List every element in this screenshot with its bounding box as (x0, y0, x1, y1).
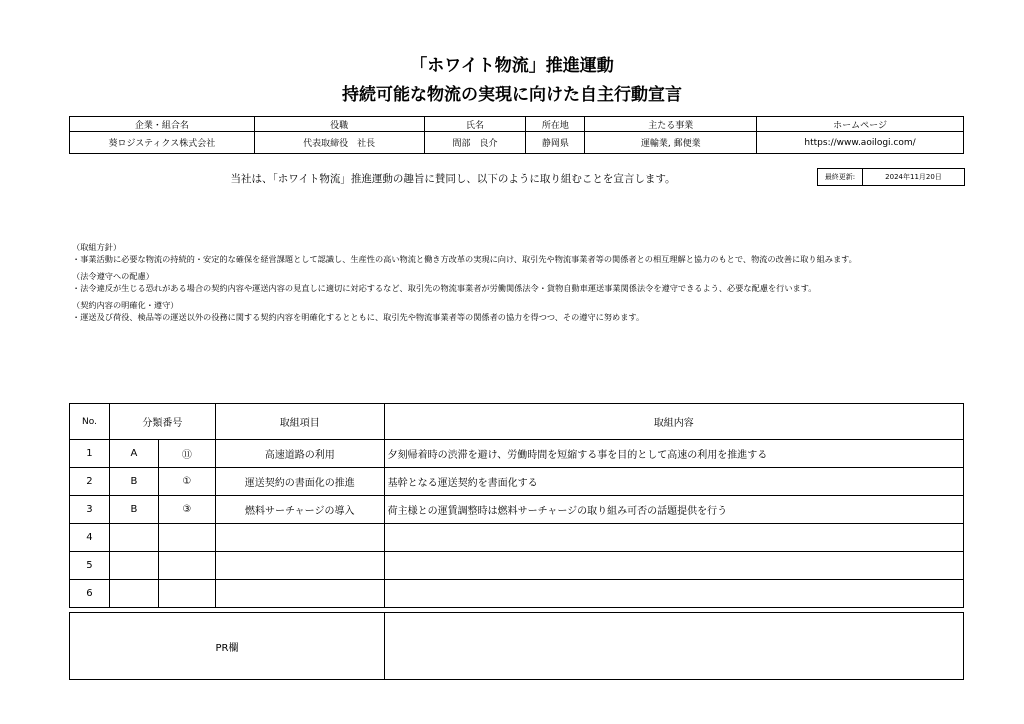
company-name-header: 企業・組合名 (70, 117, 255, 132)
category-letter: B (109, 468, 158, 496)
category-number (158, 524, 215, 552)
row-no: 6 (70, 580, 110, 608)
initiatives-table (69, 403, 964, 608)
company-name: 葵ロジスティクス株式会社 (70, 132, 255, 154)
title-line-1: 「ホワイト物流」推進運動 (410, 56, 614, 76)
title-line-2: 持続可能な物流の実現に向けた自主行動宣言 (342, 85, 682, 105)
content-header: 取組内容 (384, 404, 963, 440)
category-letter (109, 552, 158, 580)
policy-heading: （取組方針） (72, 242, 122, 252)
last-updated-box (817, 168, 965, 186)
row-no: 5 (70, 552, 110, 580)
category-header: 分類番号 (109, 404, 215, 440)
last-updated-label: 最終更新: (818, 169, 863, 186)
declaration-text: 当社は、「ホワイト物流」推進運動の趣旨に賛同し、以下のように取り組むことを宣言します。 (230, 173, 676, 185)
no-header: No. (70, 404, 110, 440)
initiative-item: 燃料サーチャージの導入 (215, 496, 384, 524)
category-number: ⑪ (158, 440, 215, 468)
table-row (70, 468, 964, 496)
policy-section (72, 242, 967, 329)
policy-text: ・事業活動に必要な物流の持続的・安定的な確保を経営課題として認識し、生産性の高い物流と働き方改革の実現に向け、取引先や物流事業者等の関係者との相互理解と協力のもとで、物流の改善に取り組みます。 (72, 253, 857, 264)
item-header: 取組項目 (215, 404, 384, 440)
last-updated-date: 2024年11月20日 (863, 169, 965, 186)
table-row (70, 580, 964, 608)
policy-item (72, 271, 967, 294)
category-number (158, 580, 215, 608)
table-row (70, 552, 964, 580)
policy-item (72, 242, 967, 265)
initiative-item: 運送契約の書面化の推進 (215, 468, 384, 496)
category-number: ③ (158, 496, 215, 524)
row-no: 3 (70, 496, 110, 524)
table-row (70, 524, 964, 552)
pr-box (69, 612, 964, 680)
business-header: 主たる事業 (585, 117, 757, 132)
row-no: 2 (70, 468, 110, 496)
initiative-content (384, 552, 963, 580)
row-no: 4 (70, 524, 110, 552)
initiative-content (384, 580, 963, 608)
initiative-item (215, 580, 384, 608)
pr-content (384, 613, 963, 680)
category-letter: A (109, 440, 158, 468)
policy-item (72, 300, 967, 323)
initiative-item (215, 552, 384, 580)
row-no: 1 (70, 440, 110, 468)
position: 代表取締役 社長 (254, 132, 424, 154)
person-name-header: 氏名 (424, 117, 526, 132)
initiative-content (384, 524, 963, 552)
category-letter (109, 580, 158, 608)
category-letter (109, 524, 158, 552)
location: 静岡県 (526, 132, 585, 154)
initiative-content: 基幹となる運送契約を書面化する (384, 468, 963, 496)
category-letter: B (109, 496, 158, 524)
table-row (70, 496, 964, 524)
initiative-content: 夕刻帰着時の渋滞を避け、労働時間を短縮する事を目的として高速の利用を推進する (384, 440, 963, 468)
policy-heading: （法令遵守への配慮） (72, 271, 154, 281)
business: 運輸業, 郵便業 (585, 132, 757, 154)
category-number: ① (158, 468, 215, 496)
homepage-link[interactable]: https://www.aoilogi.com/ (757, 132, 964, 154)
person-name: 間部 良介 (424, 132, 526, 154)
homepage-header: ホームページ (757, 117, 964, 132)
initiative-item (215, 524, 384, 552)
position-header: 役職 (254, 117, 424, 132)
initiative-content: 荷主様との運賃調整時は燃料サーチャージの取り組み可否の話題提供を行う (384, 496, 963, 524)
pr-label: PR欄 (70, 613, 385, 680)
policy-text: ・法令違反が生じる恐れがある場合の契約内容や運送内容の見直しに適切に対応するなど、取引先の物流事業者が労働関係法令・貨物自動車運送事業関係法令を遵守できるよう、必要な配慮を行います。 (72, 282, 817, 293)
company-info-table (69, 116, 964, 154)
location-header: 所在地 (526, 117, 585, 132)
table-row (70, 440, 964, 468)
policy-text: ・運送及び荷役、検品等の運送以外の役務に関する契約内容を明確化するとともに、取引先や物流事業者等の関係者の協力を得つつ、その遵守に努めます。 (72, 311, 645, 322)
category-number (158, 552, 215, 580)
initiative-item: 高速道路の利用 (215, 440, 384, 468)
policy-heading: （契約内容の明確化・遵守） (72, 300, 179, 310)
